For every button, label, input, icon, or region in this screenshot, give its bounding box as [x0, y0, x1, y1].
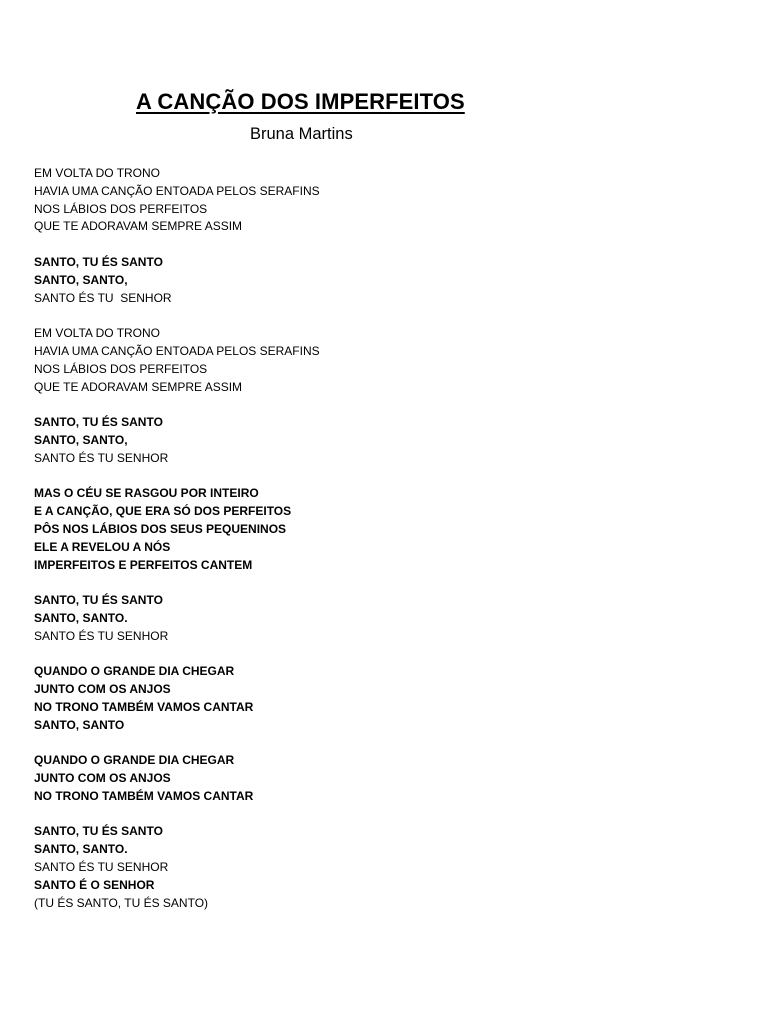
lyric-line: SANTO, SANTO.	[34, 610, 128, 625]
lyric-line: SANTO, SANTO,	[34, 272, 128, 287]
lyric-line: SANTO, TU ÉS SANTO	[34, 824, 163, 839]
lyrics-stanza	[34, 592, 734, 645]
lyric-line: ELE A REVELOU A NÓS	[34, 539, 171, 554]
lyric-line: NO TRONO TAMBÉM VAMOS CANTAR	[34, 788, 254, 803]
lyric-line: E A CANÇÃO, QUE ERA SÓ DOS PERFEITOS	[34, 504, 292, 519]
lyric-line: SANTO ÉS TU SENHOR	[34, 290, 172, 305]
lyrics-stanza	[34, 254, 734, 307]
lyric-line: SANTO, TU ÉS SANTO	[34, 254, 163, 269]
lyric-line: SANTO, SANTO,	[34, 432, 128, 447]
lyric-line: HAVIA UMA CANÇÃO ENTOADA PELOS SERAFINS	[34, 343, 320, 358]
song-author: Bruna Martins	[250, 125, 353, 143]
lyrics-stanza	[34, 165, 734, 236]
lyric-line: IMPERFEITOS E PERFEITOS CANTEM	[34, 557, 253, 572]
lyric-line: NO TRONO TAMBÉM VAMOS CANTAR	[34, 699, 254, 714]
lyric-line: JUNTO COM OS ANJOS	[34, 771, 171, 786]
lyrics-stanza	[34, 663, 734, 734]
lyrics-stanza	[34, 823, 734, 912]
lyric-line: PÔS NOS LÁBIOS DOS SEUS PEQUENINOS	[34, 521, 287, 536]
lyric-line: SANTO, TU ÉS SANTO	[34, 415, 163, 430]
lyric-line: SANTO, SANTO	[34, 717, 125, 732]
lyric-line: SANTO ÉS TU SENHOR	[34, 860, 169, 875]
lyric-line: SANTO ÉS TU SENHOR	[34, 450, 169, 465]
lyric-line: QUE TE ADORAVAM SEMPRE ASSIM	[34, 379, 243, 394]
lyric-line: QUANDO O GRANDE DIA CHEGAR	[34, 664, 235, 679]
lyric-line: QUE TE ADORAVAM SEMPRE ASSIM	[34, 219, 243, 234]
lyric-line: (TU ÉS SANTO, TU ÉS SANTO)	[34, 895, 209, 910]
lyrics-stanza	[34, 325, 734, 396]
lyrics-stanza	[34, 752, 734, 805]
lyric-line: QUANDO O GRANDE DIA CHEGAR	[34, 753, 235, 768]
lyric-line: HAVIA UMA CANÇÃO ENTOADA PELOS SERAFINS	[34, 183, 320, 198]
lyrics-stanza	[34, 414, 734, 467]
lyric-line: SANTO, TU ÉS SANTO	[34, 593, 163, 608]
lyric-line: JUNTO COM OS ANJOS	[34, 682, 171, 697]
lyric-line: SANTO É O SENHOR	[34, 877, 155, 892]
lyrics-body	[34, 165, 734, 930]
lyric-line: SANTO, SANTO.	[34, 842, 128, 857]
song-title: A CANÇÃO DOS IMPERFEITOS	[136, 89, 465, 114]
lyric-line: NOS LÁBIOS DOS PERFEITOS	[34, 201, 208, 216]
lyric-line: MAS O CÉU SE RASGOU POR INTEIRO	[34, 486, 259, 501]
lyric-line: NOS LÁBIOS DOS PERFEITOS	[34, 361, 208, 376]
lyrics-stanza	[34, 485, 734, 574]
lyric-line: EM VOLTA DO TRONO	[34, 326, 161, 341]
lyric-line: SANTO ÉS TU SENHOR	[34, 628, 169, 643]
lyric-line: EM VOLTA DO TRONO	[34, 166, 161, 180]
